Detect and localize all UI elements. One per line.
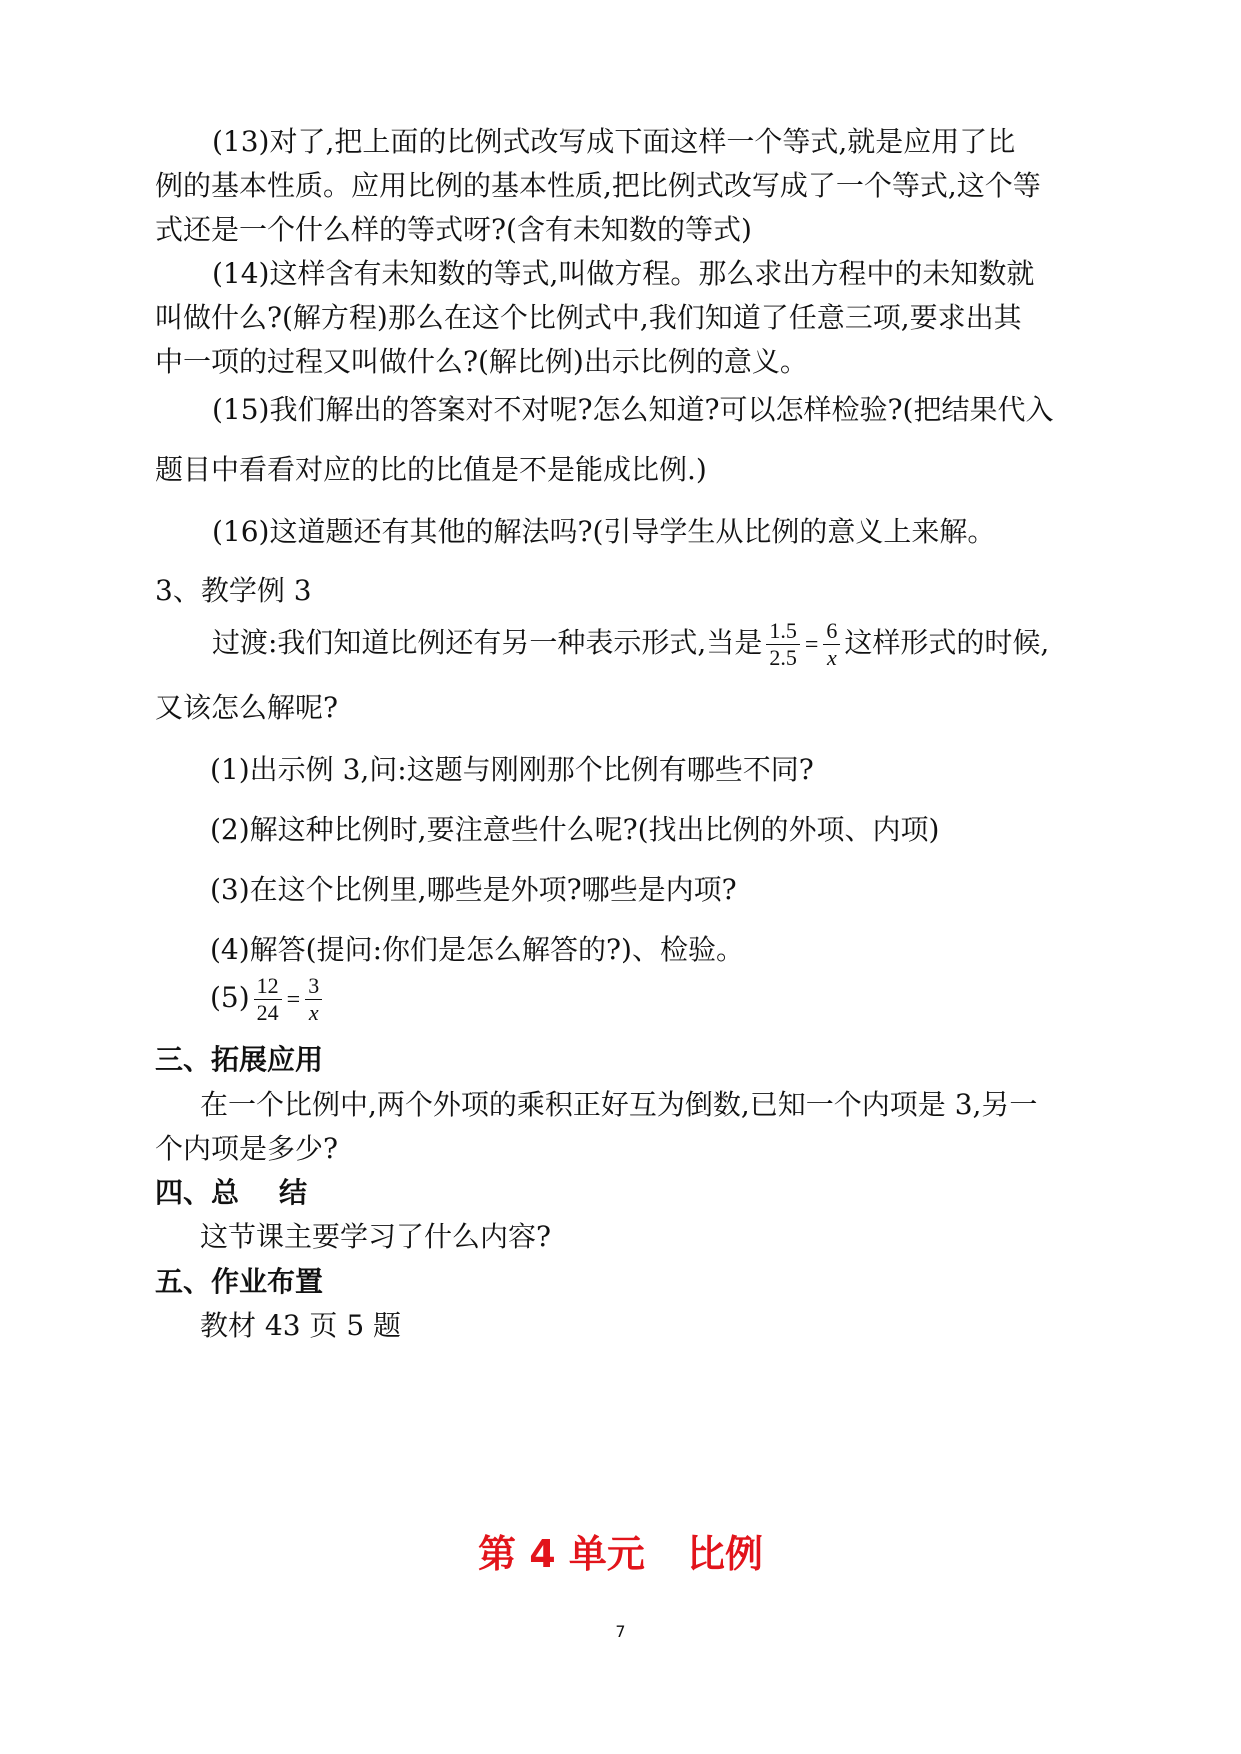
unit-title: [0, 1531, 1241, 1577]
transition-text-before: 过渡:我们知道比例还有另一种表示形式,当是: [212, 626, 763, 659]
step-4: (4)解答(提问:你们是怎么解答的?)、检验。: [210, 933, 744, 966]
section-3-line-2: 个内项是多少?: [155, 1132, 339, 1165]
transition-line-1: [212, 617, 1049, 671]
fraction-numerator: 1.5: [766, 618, 800, 645]
fraction-denominator: x: [827, 645, 837, 670]
paragraph-16: (16)这道题还有其他的解法吗?(引导学生从比例的意义上来解。: [212, 515, 996, 548]
fraction-denominator: 24: [256, 1000, 279, 1025]
section-4-heading-part-b: 结: [279, 1176, 308, 1209]
fraction-numerator: 12: [254, 973, 282, 1000]
section-4-heading: [155, 1175, 307, 1211]
section-4-line-1: 这节课主要学习了什么内容?: [200, 1220, 552, 1253]
step-5-label: (5): [210, 981, 250, 1014]
fraction-numerator: 6: [823, 618, 840, 645]
paragraph-13-line-2: 例的基本性质。应用比例的基本性质,把比例式改写成了一个等式,这个等: [155, 169, 1041, 202]
paragraph-14-line-1: (14)这样含有未知数的等式,叫做方程。那么求出方程中的未知数就: [212, 257, 1035, 290]
paragraph-13-line-1: (13)对了,把上面的比例式改写成下面这样一个等式,就是应用了比: [212, 125, 1016, 158]
fraction-denominator: 2.5: [769, 645, 797, 670]
paragraph-13-line-3: 式还是一个什么样的等式呀?(含有未知数的等式): [155, 213, 752, 246]
section-5-heading: 五、作业布置: [155, 1265, 324, 1298]
paragraph-15-line-1: (15)我们解出的答案对不对呢?怎么知道?可以怎样检验?(把结果代入: [212, 393, 1054, 426]
transition-line-2: 又该怎么解呢?: [155, 691, 339, 724]
fraction-1-5-over-2-5: [766, 618, 800, 671]
unit-title-number: 第 4 单元: [478, 1532, 645, 1576]
step-5: [210, 970, 326, 1028]
fraction-3-over-x: [305, 973, 322, 1026]
unit-title-name: 比例: [686, 1532, 763, 1576]
section-5-line-1: 教材 43 页 5 题: [200, 1309, 402, 1342]
step-2: (2)解这种比例时,要注意些什么呢?(找出比例的外项、内项): [210, 813, 940, 846]
equals-sign: =: [804, 631, 819, 658]
teach-example-3-heading: 3、教学例 3: [155, 574, 312, 607]
equals-sign: =: [286, 986, 301, 1013]
page-number: 7: [615, 1622, 626, 1641]
fraction-numerator: 3: [305, 973, 322, 1000]
fraction-12-over-24: [254, 973, 282, 1026]
section-3-line-1: 在一个比例中,两个外项的乘积正好互为倒数,已知一个内项是 3,另一: [200, 1088, 1038, 1121]
step-3: (3)在这个比例里,哪些是外项?哪些是内项?: [210, 873, 737, 906]
fraction-6-over-x: [823, 618, 840, 671]
section-4-heading-part-a: 四、总: [155, 1176, 240, 1209]
step-1: (1)出示例 3,问:这题与刚刚那个比例有哪些不同?: [210, 753, 814, 786]
transition-text-after: 这样形式的时候,: [844, 626, 1050, 659]
section-3-heading: 三、拓展应用: [155, 1043, 324, 1076]
paragraph-14-line-2: 叫做什么?(解方程)那么在这个比例式中,我们知道了任意三项,要求出其: [155, 301, 1022, 334]
paragraph-15-line-2: 题目中看看对应的比的比值是不是能成比例.): [155, 453, 707, 486]
fraction-denominator: x: [308, 1000, 319, 1025]
paragraph-14-line-3: 中一项的过程又叫做什么?(解比例)出示比例的意义。: [155, 345, 808, 378]
